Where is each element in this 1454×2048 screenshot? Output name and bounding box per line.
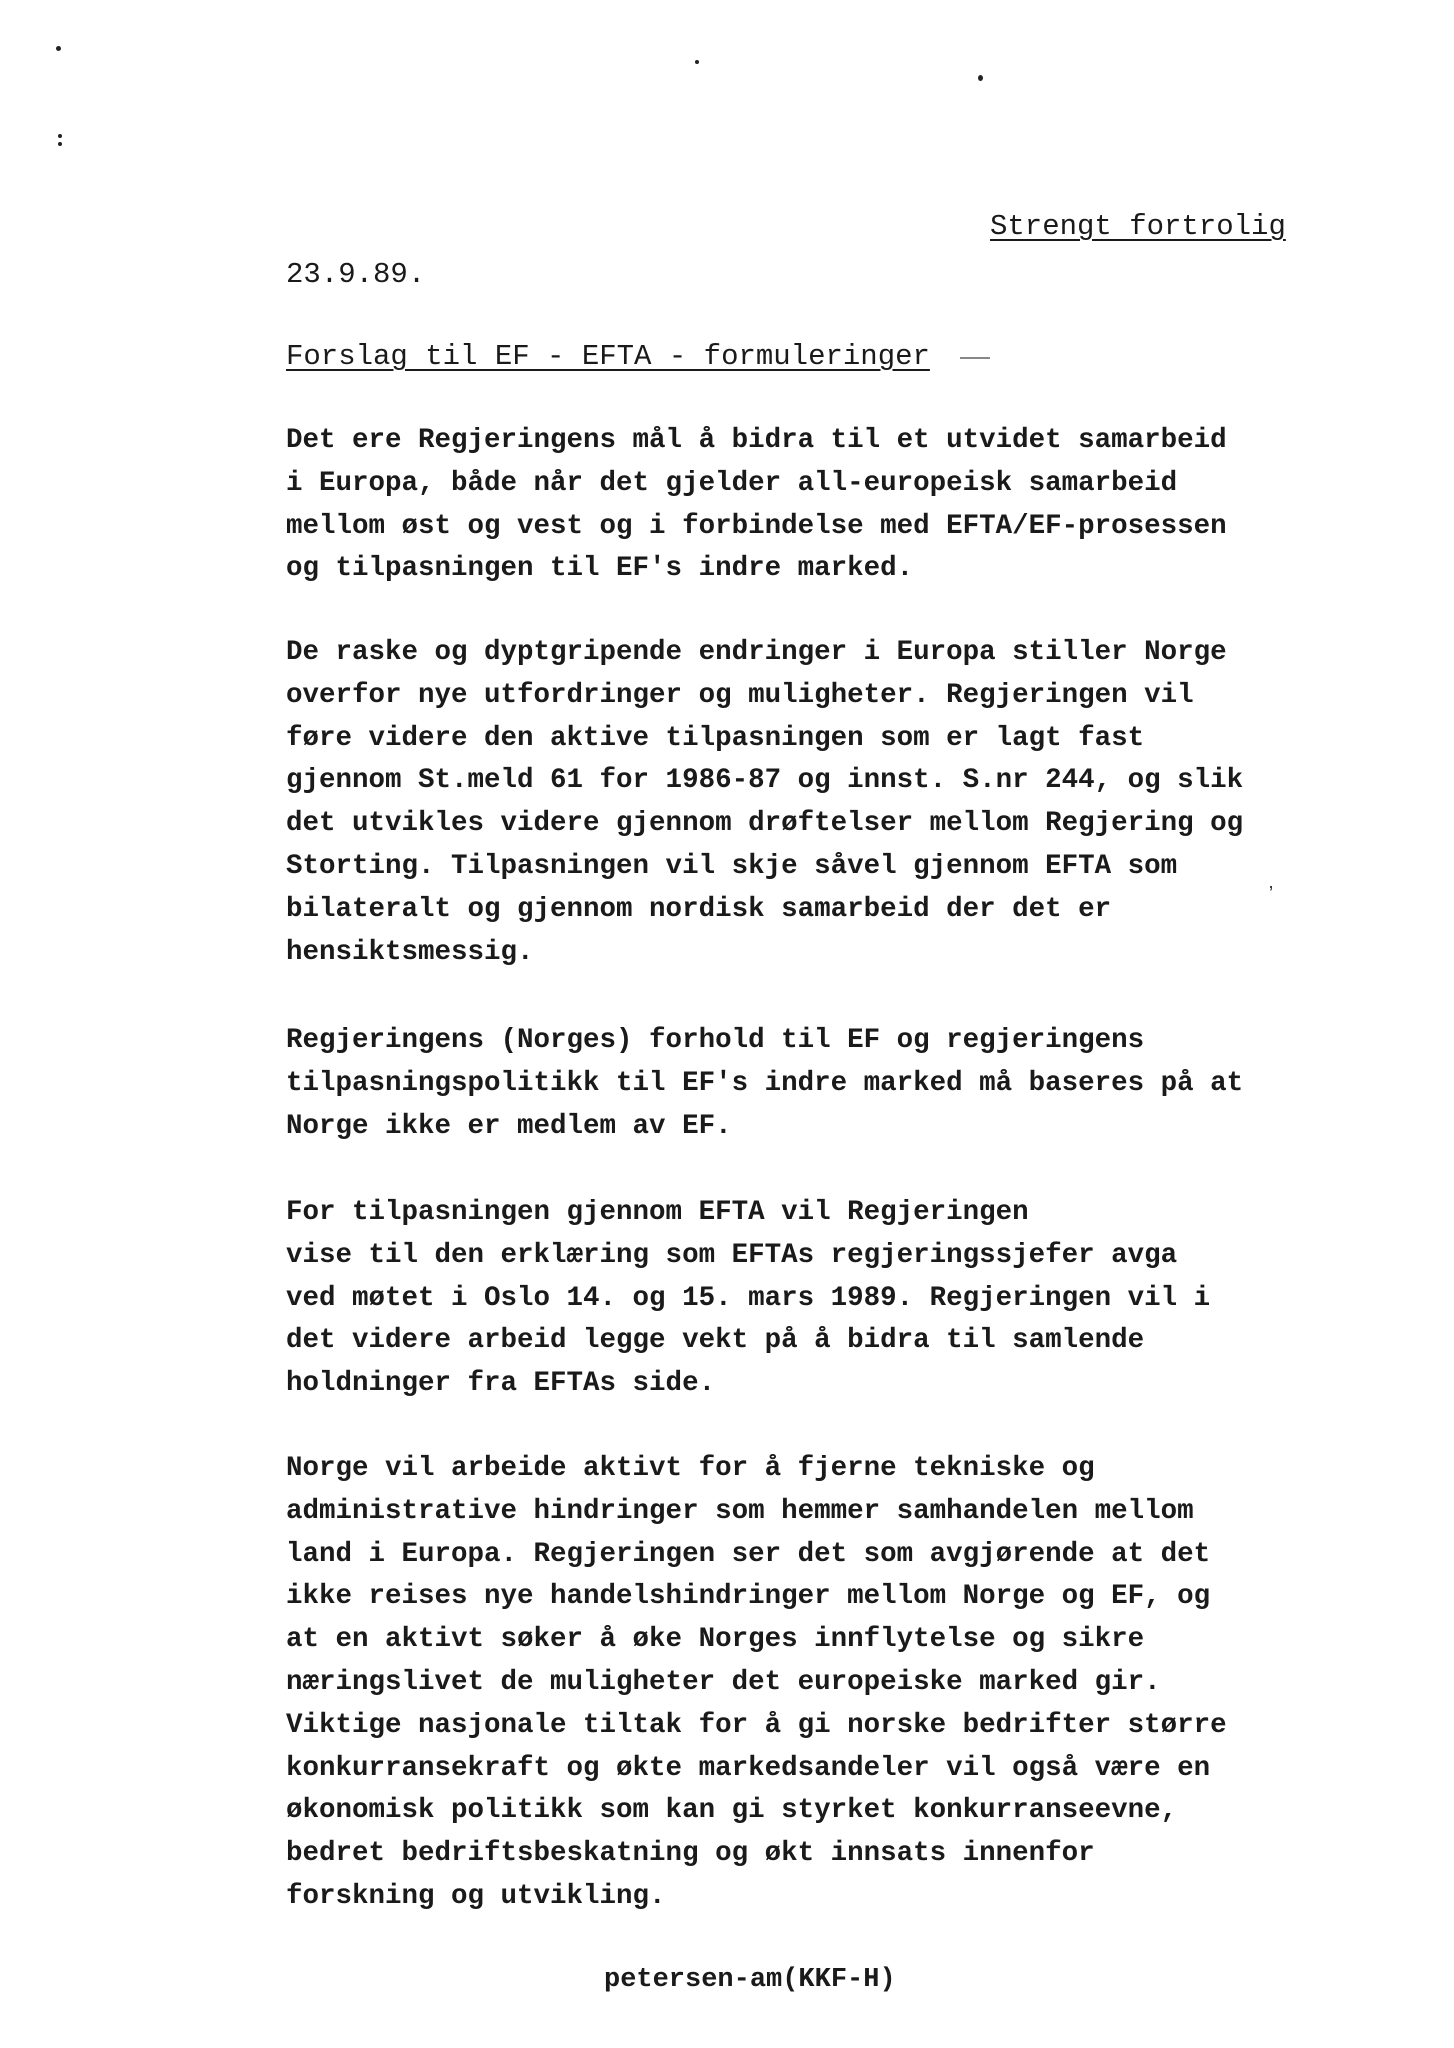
scan-speck — [56, 46, 61, 51]
paragraph-2: De raske og dyptgripende endringer i Europa stiller Norge overfor nye utfordringer og muligheter. Regjeringen vil føre videre den aktive tilpasningen som er lagt fast gjennom St.meld 61 for 1986-87 og innst. S.nr 244, og slik det utvikles videre gjennom drøftelser mellom Regjering og Storting. Tilpasningen vil skje såvel gjennom EFTA som bilateralt og gjennom nordisk samarbeid der det er hensiktsmessig. — [286, 637, 1244, 968]
margin-mark: ʼ — [1265, 885, 1278, 908]
scan-speck — [695, 60, 699, 64]
paragraph-4: For tilpasningen gjennom EFTA vil Regjeringen vise til den erklæring som EFTAs regjeringssjefer avga ved møtet i Oslo 14. og 15. mars 1989. Regjeringen vil i det videre arbeid legge vekt på å bidra til samlende holdninger fra EFTAs side. — [286, 1197, 1211, 1400]
document-heading: Forslag til EF - EFTA - formuleringer — [286, 340, 930, 373]
scan-speck — [58, 142, 62, 146]
scan-speck — [58, 134, 62, 138]
scan-speck — [978, 75, 983, 81]
author-reference: petersen-am(KKF-H) — [604, 1965, 896, 1995]
classification-label: Strengt fortrolig — [990, 210, 1286, 243]
paragraph-1: Det ere Regjeringens mål å bidra til et utvidet samarbeid i Europa, både når det gjelder all-europeisk samarbeid mellom øst og vest og i forbindelse med EFTA/EF-prosessen og tilpasningen til EF's indre marked. — [286, 425, 1227, 585]
paragraph-5: Norge vil arbeide aktivt for å fjerne tekniske og administrative hindringer som hemmer samhandelen mellom land i Europa. Regjeringen ser det som avgjørende at det ikke reises nye handelshindringer mellom Norge og EF, og at en aktivt søker å øke Norges innflytelse og sikre næringslivet de muligheter det europeiske marked gir. Viktige nasjonale tiltak for å gi norske bedrifter større konkurransekraft og økte markedsandeler vil også være en økonomisk politikk som kan gi styrket konkurranseevne, bedret bedriftsbeskatning og økt innsats innenfor forskning og utvikling. — [286, 1453, 1227, 1912]
paragraph-3: Regjeringens (Norges) forhold til EF og regjeringens tilpasningspolitikk til EF's indre marked må baseres på at Norge ikke er medlem av EF. — [286, 1025, 1244, 1142]
document-date: 23.9.89. — [286, 258, 426, 291]
heading-stray-dash — [960, 357, 990, 359]
